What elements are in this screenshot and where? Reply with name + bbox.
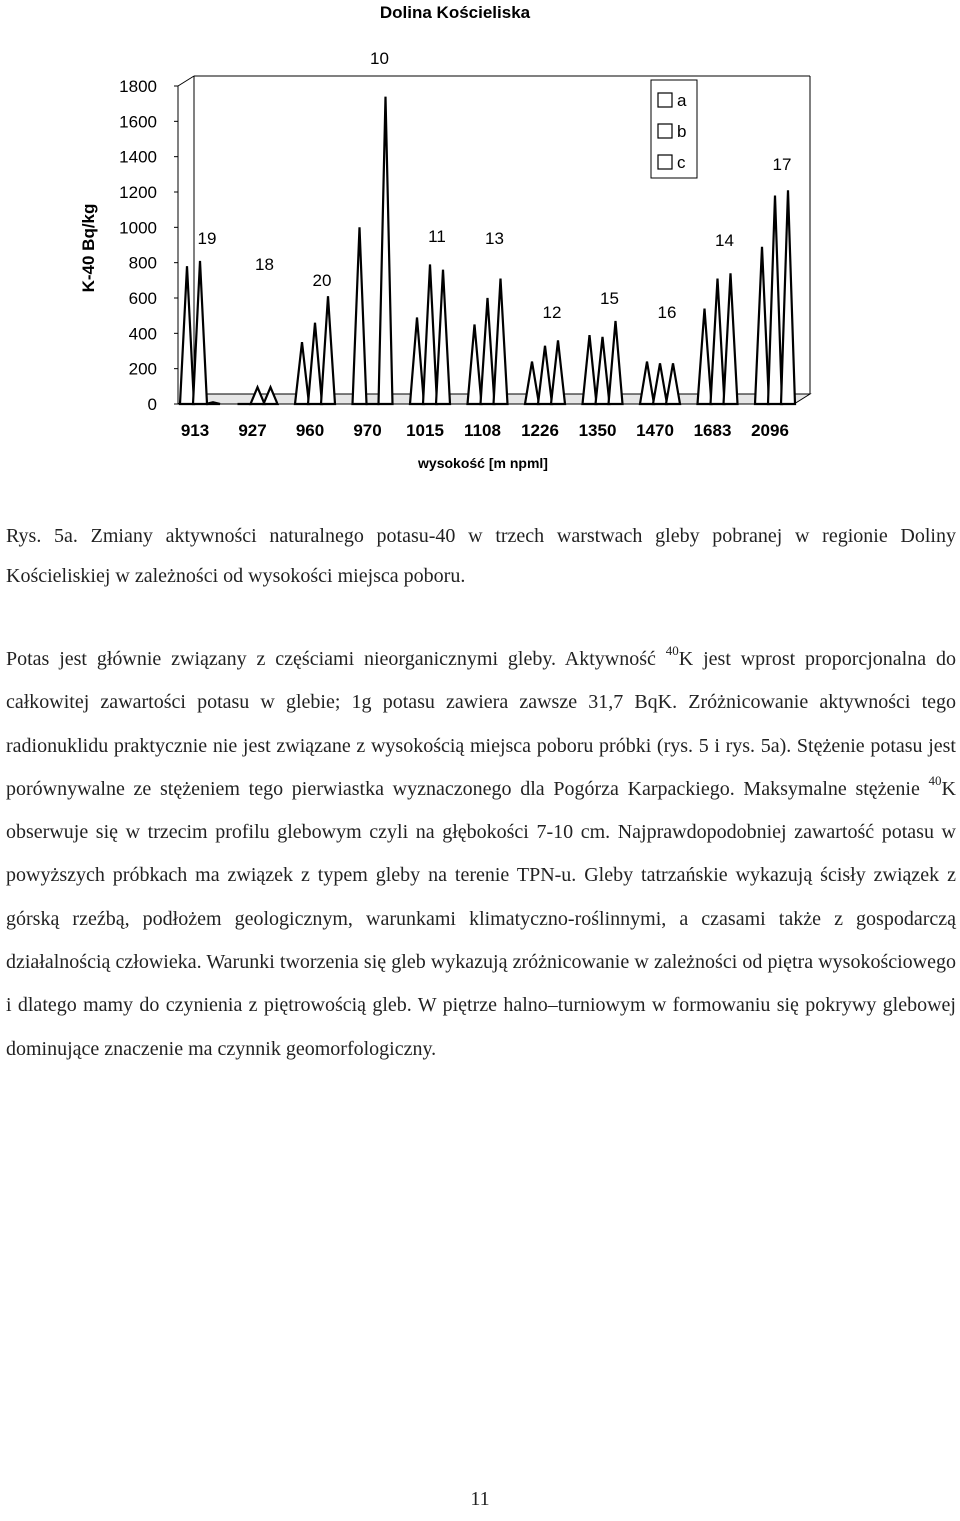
y-tick-label: 1400 [119,147,157,167]
superscript-40-second: 40 [928,773,942,789]
x-tick-label: 1226 [521,421,559,440]
legend-swatch-b [658,124,672,138]
site-label: 16 [657,303,677,322]
bar-c [206,402,220,404]
bar-b [596,337,610,404]
bar-a [525,362,539,404]
site-label: 15 [600,289,619,308]
bar-b [653,363,667,404]
bar-b [423,264,437,404]
site-label: 12 [542,303,562,322]
bar-c [379,97,393,404]
site-label: 17 [772,155,792,174]
y-tick-label: 1800 [119,77,157,96]
y-tick-label: 1200 [119,183,157,202]
bar-c [609,321,623,404]
page-number: 11 [470,1488,490,1510]
site-label: 13 [485,229,504,248]
legend-swatch-a [658,93,672,107]
bar-a [583,335,597,404]
site-label: 11 [428,227,446,246]
paragraph-part-2: K jest wprost proporcjonalna do całkowitej zawartości potasu w glebie; 1g potasu zawiera zawsze 31,7 BqK. Zróżnicowanie aktywności tego radionuklidu praktycznie nie jest związane z wysokością miejsca poboru próbki (rys. 5 i rys. 5a). Stężenie potasu jest porównywalne ze stężeniem tego pierwiastka wyznaczonego dla Pogórza Karpackiego. Maksymalne stężenie [6,648,956,800]
bar-b [193,261,207,404]
y-tick-label: 1600 [119,112,157,132]
bar-a [180,266,194,404]
x-tick-label: 1683 [693,421,732,440]
bar-b [711,279,725,404]
chart-svg [0,0,960,480]
site-label: 20 [312,271,332,290]
y-tick-label: 600 [128,289,157,308]
bar-b [308,323,322,404]
bar-c [436,270,450,404]
x-axis-label: wysokość [m npml] [418,455,548,471]
site-label-group [198,49,792,322]
x-tick-label: 1470 [636,421,674,440]
y-tick-label: 800 [128,253,157,273]
site-label: 19 [197,229,217,248]
site-label: 14 [715,231,734,250]
site-label: 18 [255,255,274,274]
site-label: 10 [370,49,389,68]
legend-swatch-c [658,155,672,169]
bar-c [781,190,795,404]
bar-a [468,325,482,405]
bars-group [180,97,795,404]
bar-b [538,346,552,404]
legend [658,91,687,172]
y-tick-label: 1000 [119,218,157,238]
bar-a [640,362,654,404]
chart [0,0,960,480]
x-tick-label: 927 [238,421,267,440]
x-tick-label: 1108 [464,421,501,440]
top-wall-edge [178,76,194,86]
x-tick-label: 1350 [578,421,617,440]
bar-a [698,309,712,404]
bar-c [494,279,508,404]
bar-c [321,296,335,404]
y-axis-label: K-40 Bq/kg [79,203,98,293]
legend-label-a: a [677,91,687,110]
x-tick-label: 970 [353,421,382,440]
bar-a [410,317,424,404]
legend-label-c: c [677,153,686,172]
chart-title: Dolina Kościeliska [379,3,531,22]
bar-b [481,298,495,404]
bar-a [353,227,367,404]
body-paragraph [6,638,956,1071]
y-tick-label: 400 [128,324,157,344]
y-tick-group [119,77,178,414]
x-tick-label: 913 [180,421,210,440]
x-tick-group [181,421,789,440]
bar-a [295,342,309,404]
bar-b [768,196,782,404]
x-tick-label: 1015 [406,421,444,440]
body-text [6,638,956,1071]
paragraph-part-3: K obserwuje się w trzecim profilu glebowym czyli na głębokości 7-10 cm. Najprawdopodobniej zawartość potasu w powyższych próbkach ma związek z typem gleby na terenie TPN-u. Gleby tatrzańskie wykazują ścisły związek z górską rzeźbą, podłożem geologicznym, warunkami klimatyczno-roślinnymi, a czasami także z gospodarczą działalnością człowieka. Warunki tworzenia się gleb wykazują zróżnicowanie w zależności od piętra wysokościowego i dlatego mamy do czynienia z piętrowością gleb. W piętrze halno–turniowym w formowaniu się pokrywy glebowej dominujące znaczenie ma czynnik geomorfologiczny. [6,777,956,1060]
legend-label-b: b [677,122,687,141]
y-tick-label: 0 [147,395,157,414]
bar-c [666,363,680,404]
y-tick-label: 200 [128,359,157,379]
x-tick-label: 2096 [751,421,789,440]
superscript-40: 40 [665,643,679,659]
bar-c [724,273,738,404]
figure-caption: Rys. 5a. Zmiany aktywności naturalnego potasu-40 w trzech warstwach gleby pobranej w regionie Doliny Kościeliskiej w zależności od wysokości miejsca poboru. [6,525,956,587]
paragraph-part-1: Potas jest głównie związany z częściami nieorganicznymi gleby. Aktywność [6,648,666,670]
bar-c [551,340,565,404]
bar-a [755,247,769,404]
x-tick-label: 960 [295,421,325,440]
